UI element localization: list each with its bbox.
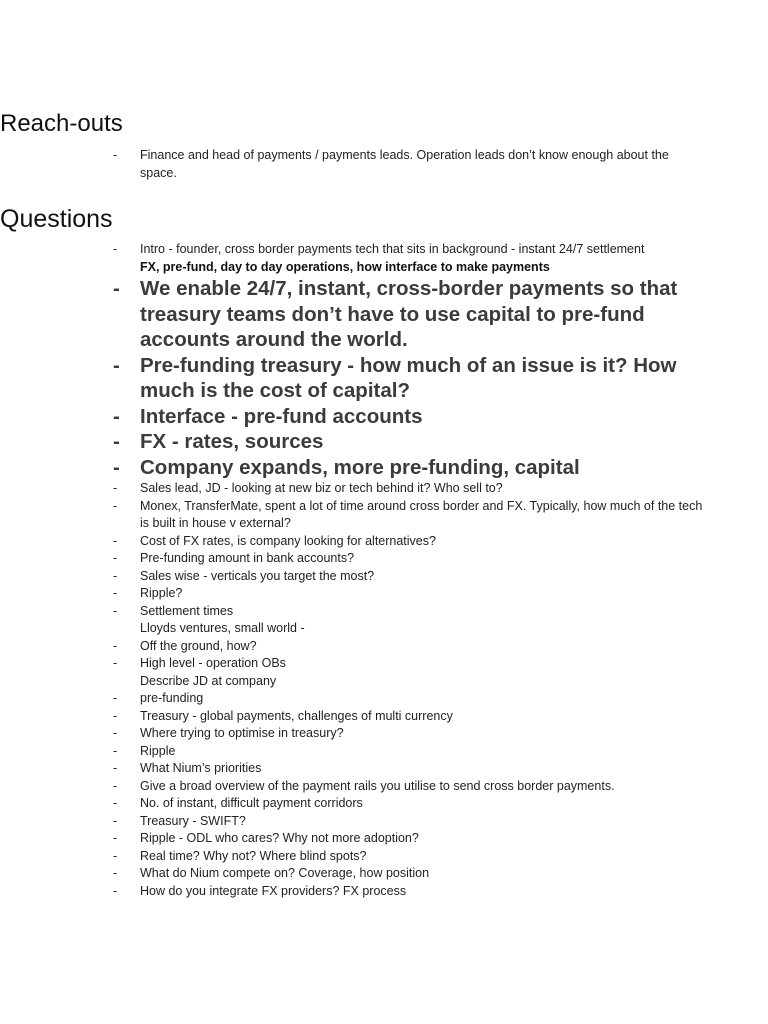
list-item (113, 533, 703, 551)
list-item-text: Treasury - SWIFT? (140, 813, 246, 828)
list-item-text: What Nium’s priorities (140, 761, 262, 775)
list-item-text: High level - operation OBs (140, 656, 286, 670)
dash-bullet: - (113, 242, 118, 256)
list-item-text: Company expands, more pre-funding, capital (140, 455, 580, 479)
list-item-text: Lloyds ventures, small world - (140, 621, 305, 635)
list-item (113, 865, 703, 883)
list-item (113, 147, 703, 182)
dash-bullet: - (113, 638, 118, 653)
list-item (113, 830, 703, 848)
list-item-text: Finance and head of payments / payments leads. Operation leads don’t know enough about the space. (140, 148, 669, 180)
dash-bullet: - (113, 551, 118, 565)
list-item (113, 655, 703, 673)
list-item-text: Interface - pre-fund accounts (140, 404, 423, 428)
list-item (113, 498, 703, 533)
list-item (113, 480, 703, 498)
list-item-text: Describe JD at company (140, 673, 277, 688)
list-item (113, 603, 703, 621)
list-item-text: Sales lead, JD - looking at new biz or tech behind it? Who sell to? (140, 481, 503, 495)
dash-bullet: - (113, 866, 118, 880)
dash-bullet: - (113, 761, 118, 775)
list-item (113, 241, 703, 259)
list-item (113, 455, 703, 481)
dash-bullet: - (113, 568, 118, 583)
dash-bullet: - (113, 848, 118, 863)
dash-bullet: - (113, 726, 118, 740)
dash-bullet: - (113, 603, 118, 618)
list-item-text: Monex, TransferMate, spent a lot of time around cross border and FX. Typically, how much of the tech is built in house v external? (140, 498, 703, 530)
dash-bullet: - (113, 883, 118, 898)
list-item (113, 725, 703, 743)
list-item-text: No. of instant, difficult payment corridors (140, 796, 363, 810)
dash-bullet: - (113, 778, 118, 793)
list-item (113, 276, 703, 353)
list-item (113, 620, 703, 638)
questions-list (113, 241, 703, 900)
list-item (113, 848, 703, 866)
list-item-text: What do Nium compete on? Coverage, how position (140, 866, 430, 880)
list-item (113, 760, 703, 778)
list-item (113, 638, 703, 656)
reach-outs-list (113, 147, 703, 182)
list-item-text: Settlement times (140, 603, 234, 618)
list-item (113, 883, 703, 901)
list-item-text: Cost of FX rates, is company looking for alternatives? (140, 533, 436, 548)
dash-bullet: - (113, 831, 118, 845)
list-item-text: FX - rates, sources (140, 430, 324, 453)
list-item-text: How do you integrate FX providers? FX process (140, 883, 407, 898)
list-item (113, 813, 703, 831)
list-item (113, 259, 703, 277)
dash-bullet: - (113, 404, 120, 428)
list-item-text: Ripple? (140, 586, 183, 600)
dash-bullet: - (113, 455, 120, 479)
list-item-text: Ripple - ODL who cares? Why not more adoption? (140, 831, 419, 845)
list-item (113, 353, 703, 404)
list-item (113, 743, 703, 761)
list-item-text: Ripple (140, 743, 176, 758)
dash-bullet: - (113, 586, 118, 600)
list-item-text: Where trying to optimise in treasury? (140, 726, 344, 740)
list-item (113, 795, 703, 813)
list-item (113, 404, 703, 430)
dash-bullet: - (113, 481, 118, 495)
reach-outs-heading: Reach-outs (0, 110, 123, 137)
dash-bullet: - (113, 656, 118, 670)
list-item (113, 585, 703, 603)
dash-bullet: - (113, 691, 118, 705)
dash-bullet: - (113, 430, 120, 453)
list-item (113, 690, 703, 708)
dash-bullet: - (113, 498, 118, 513)
questions-heading: Questions (0, 205, 113, 233)
list-item-text: Intro - founder, cross border payments tech that sits in background - instant 24/7 settlement (140, 242, 645, 256)
dash-bullet: - (113, 277, 120, 300)
list-item-text: Treasury - global payments, challenges of multi currency (140, 708, 453, 723)
list-item (113, 429, 703, 455)
dash-bullet: - (113, 743, 118, 758)
list-item-text: Give a broad overview of the payment rails you utilise to send cross border payments. (140, 778, 615, 793)
list-item-text: We enable 24/7, instant, cross-border payments so that treasury teams don’t have to use capital to pre-fund accounts around the world. (140, 277, 678, 351)
list-item-text: Off the ground, how? (140, 638, 257, 653)
list-item-text: pre-funding (140, 691, 204, 705)
list-item (113, 550, 703, 568)
dash-bullet: - (113, 796, 118, 810)
list-item-text: Pre-funding treasury - how much of an issue is it? How much is the cost of capital? (140, 353, 677, 402)
list-item (113, 708, 703, 726)
dash-bullet: - (113, 533, 118, 548)
dash-bullet: - (113, 148, 118, 162)
list-item-text: Pre-funding amount in bank accounts? (140, 551, 355, 565)
list-item-text: Real time? Why not? Where blind spots? (140, 848, 367, 863)
list-item-text: Sales wise - verticals you target the most? (140, 568, 375, 583)
dash-bullet: - (113, 708, 118, 723)
list-item (113, 673, 703, 691)
dash-bullet: - (113, 353, 120, 377)
list-item-text: FX, pre-fund, day to day operations, how interface to make payments (140, 259, 550, 274)
list-item (113, 778, 703, 796)
list-item (113, 568, 703, 586)
dash-bullet: - (113, 813, 118, 828)
